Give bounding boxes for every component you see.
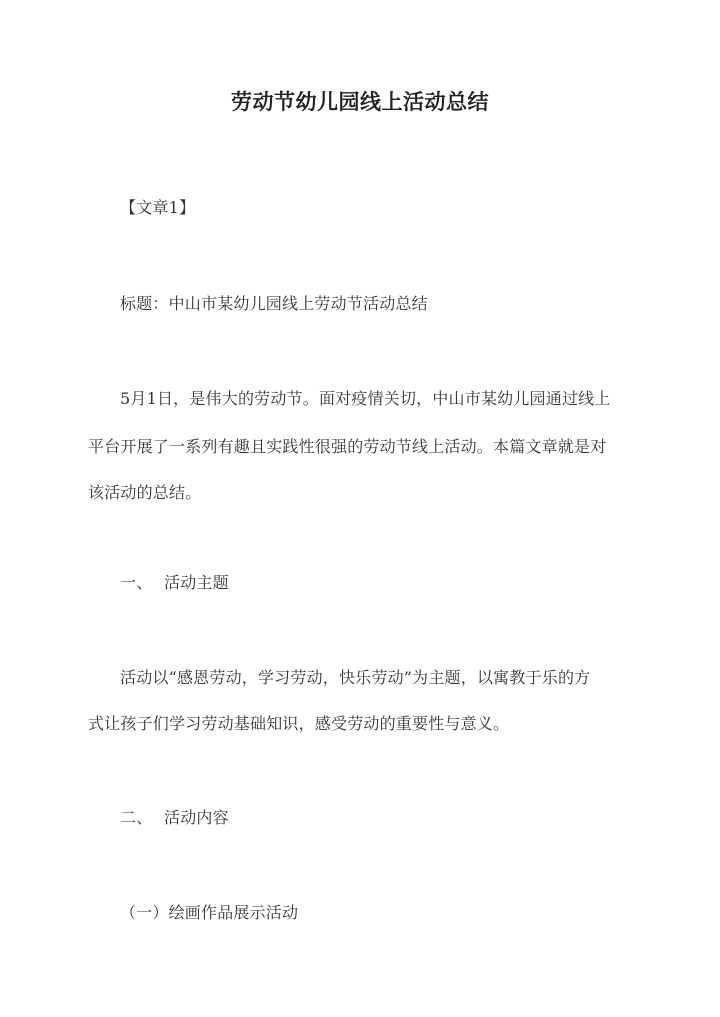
- section-2-title: 活动内容: [164, 808, 229, 827]
- section-1-number: 一、: [120, 573, 153, 592]
- article-tag: 【文章1】: [120, 198, 196, 217]
- article-subtitle: 标题：中山市某幼儿园线上劳动节活动总结: [120, 294, 428, 313]
- section-2-number: 二、: [120, 808, 153, 827]
- section-1-paragraph-line-1: 活动以“感恩劳动，学习劳动，快乐劳动”为主题，以寓教于乐的方: [120, 668, 591, 687]
- section-1-title: 活动主题: [164, 573, 229, 592]
- section-1-heading: [120, 573, 229, 593]
- section-2-heading: [120, 808, 229, 828]
- subsection-2-1-heading: （一）绘画作品展示活动: [120, 903, 299, 922]
- intro-paragraph-line-2: 平台开展了一系列有趣且实践性很强的劳动节线上活动。本篇文章就是对: [88, 437, 607, 456]
- intro-paragraph-line-1: 5月1日，是伟大的劳动节。面对疫情关切，中山市某幼儿园通过线上: [120, 389, 611, 408]
- document-title: 劳动节幼儿园线上活动总结: [231, 89, 489, 114]
- intro-paragraph-line-3: 该活动的总结。: [88, 483, 202, 502]
- section-1-paragraph-line-2: 式让孩子们学习劳动基础知识，感受劳动的重要性与意义。: [88, 714, 510, 733]
